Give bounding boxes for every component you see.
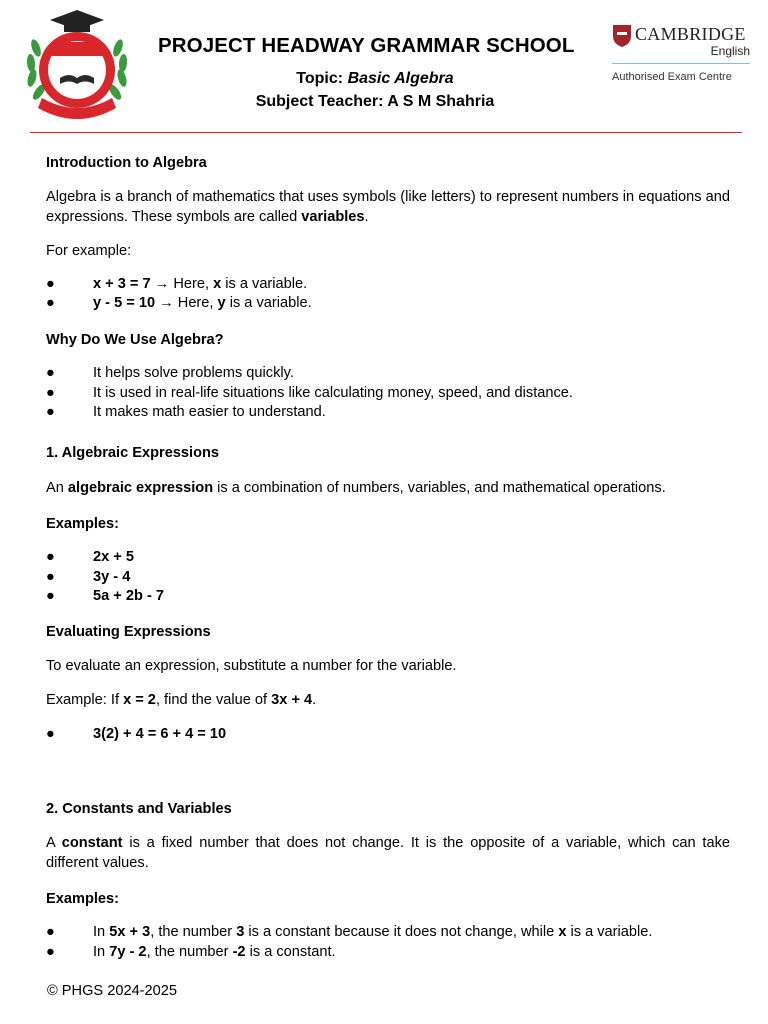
cambridge-caption: Authorised Exam Centre — [612, 71, 732, 83]
why-heading: Why Do We Use Algebra? — [46, 332, 224, 348]
evaluating-heading: Evaluating Expressions — [46, 624, 211, 640]
for-example-label: For example: — [46, 243, 132, 259]
footer-copyright: © PHGS 2024-2025 — [47, 983, 178, 999]
school-name: PROJECT HEADWAY GRAMMAR SCHOOL — [158, 34, 575, 57]
intro-heading: Introduction to Algebra — [46, 155, 207, 171]
teacher-line: Subject Teacher: A S M Shahria — [255, 93, 495, 110]
cambridge-logo — [610, 24, 750, 90]
cambridge-sub: English — [710, 44, 750, 58]
section2-paragraph: A constant is a fixed number that does not change. It is the opposite of a variable, which can take different values. — [46, 835, 731, 871]
evaluating-example: Example: If x = 2, find the value of 3x + 4. — [46, 692, 317, 708]
section1-examples-label: Examples: — [46, 516, 120, 532]
topic-label: Topic: — [296, 70, 344, 87]
cambridge-divider — [612, 63, 750, 64]
section1-heading: 1. Algebraic Expressions — [46, 445, 220, 461]
intro-paragraph: Algebra is a branch of mathematics that uses symbols (like letters) to represent numbers in equations and expressions. These symbols are called variables. — [46, 189, 730, 225]
header-divider — [30, 132, 742, 133]
section1-paragraph: An algebraic expression is a combination of numbers, variables, and mathematical operations. — [46, 480, 666, 496]
section2-heading: 2. Constants and Variables — [46, 801, 232, 817]
topic-value: Basic Algebra — [347, 70, 454, 87]
cambridge-brand: CAMBRIDGE — [635, 24, 746, 44]
evaluating-paragraph: To evaluate an expression, substitute a number for the variable. — [46, 658, 457, 674]
cambridge-shield-icon — [612, 24, 632, 48]
section2-examples-label: Examples: — [46, 891, 120, 907]
